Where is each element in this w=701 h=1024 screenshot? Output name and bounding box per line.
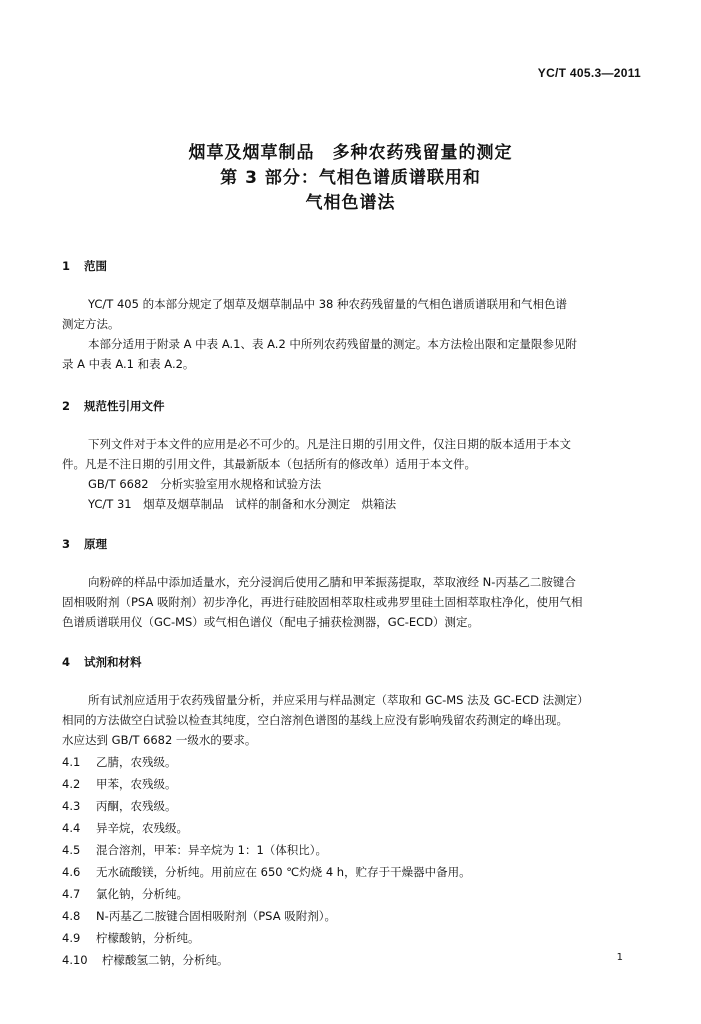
principle-line-1: 向粉碎的样品中添加适量水，充分浸润后使用乙腈和甲苯振荡提取，萃取液经 N-丙基乙二胺键合 [88, 575, 576, 589]
reagent-item [62, 840, 327, 860]
title-line-2: 第 3 部分：气相色谱质谱联用和 [220, 168, 481, 188]
item-number: 4.6 [62, 865, 81, 879]
section-heading-normative-references [62, 398, 165, 414]
section-title: 原理 [84, 537, 107, 551]
section-title: 试剂和材料 [84, 655, 142, 669]
reference-gbt-6682: GB/T 6682 分析实验室用水规格和试验方法 [88, 477, 322, 491]
principle-line-2: 固相吸附剂（PSA 吸附剂）初步净化，再进行硅胶固相萃取柱或弗罗里硅土固相萃取柱净化，使用气相 [62, 595, 583, 609]
reagent-item [62, 752, 177, 772]
reagent-item [62, 818, 188, 838]
item-text: 乙腈，农残级。 [96, 755, 177, 769]
item-number: 4.5 [62, 843, 81, 857]
section-heading-reagents [62, 654, 142, 670]
scope-paragraph-1-line-1: YC/T 405 的本部分规定了烟草及烟草制品中 38 种农药残留量的气相色谱质谱联用和气相色谱 [88, 297, 568, 311]
section-title: 范围 [84, 259, 107, 273]
reagent-item [62, 774, 177, 794]
section-heading-principle [62, 536, 107, 552]
item-text: N-丙基乙二胺键合固相吸附剂（PSA 吸附剂）。 [96, 909, 336, 923]
item-number: 4.2 [62, 777, 81, 791]
reagent-item [62, 928, 200, 948]
item-text: 甲苯，农残级。 [96, 777, 177, 791]
item-text: 无水硫酸镁，分析纯。用前应在 650 ℃灼烧 4 h，贮存于干燥器中备用。 [96, 865, 471, 879]
reagent-item [62, 950, 229, 970]
principle-line-3: 色谱质谱联用仪（GC-MS）或气相色谱仪（配电子捕获检测器，GC-ECD）测定。 [62, 615, 480, 629]
standard-code: YC/T 405.3—2011 [537, 66, 641, 80]
item-number: 4.4 [62, 821, 81, 835]
item-number: 4.3 [62, 799, 81, 813]
item-text: 柠檬酸钠，分析纯。 [96, 931, 200, 945]
section-number: 4 [62, 655, 71, 669]
section-number: 1 [62, 259, 71, 273]
item-number: 4.1 [62, 755, 81, 769]
title-line-3: 气相色谱法 [305, 193, 396, 213]
scope-paragraph-2-line-1: 本部分适用于附录 A 中表 A.1、表 A.2 中所列农药残留量的测定。本方法检出限和定量限参见附 [88, 337, 577, 351]
item-text: 柠檬酸氢二钠，分析纯。 [102, 953, 229, 967]
section-title: 规范性引用文件 [84, 399, 165, 413]
section-number: 2 [62, 399, 71, 413]
section-number: 3 [62, 537, 71, 551]
item-number: 4.10 [62, 953, 88, 967]
item-text: 氯化钠，分析纯。 [96, 887, 188, 901]
refs-paragraph-line-1: 下列文件对于本文件的应用是必不可少的。凡是注日期的引用文件，仅注日期的版本适用于本文 [88, 437, 571, 451]
refs-paragraph-line-2: 件。凡是不注日期的引用文件，其最新版本（包括所有的修改单）适用于本文件。 [62, 457, 476, 471]
reagents-line-1: 所有试剂应适用于农药残留量分析，并应采用与样品测定（萃取和 GC-MS 法及 GC-ECD 法测定） [88, 693, 589, 707]
item-number: 4.8 [62, 909, 81, 923]
reagent-item [62, 862, 471, 882]
reference-yct-31: YC/T 31 烟草及烟草制品 试样的制备和水分测定 烘箱法 [88, 497, 397, 511]
section-heading-scope [62, 258, 107, 274]
item-text: 混合溶剂，甲苯：异辛烷为 1：1（体积比）。 [96, 843, 328, 857]
reagent-item [62, 906, 336, 926]
reagent-item [62, 884, 188, 904]
reagent-item [62, 796, 177, 816]
item-text: 丙酮，农残级。 [96, 799, 177, 813]
reagents-line-3: 水应达到 GB/T 6682 一级水的要求。 [62, 733, 257, 747]
item-number: 4.7 [62, 887, 81, 901]
item-text: 异辛烷，农残级。 [96, 821, 188, 835]
scope-paragraph-2-line-2: 录 A 中表 A.1 和表 A.2。 [62, 357, 195, 371]
item-number: 4.9 [62, 931, 81, 945]
title-line-1: 烟草及烟草制品 多种农药残留量的测定 [188, 143, 513, 163]
scope-paragraph-1-line-2: 测定方法。 [62, 317, 120, 331]
reagents-line-2: 相同的方法做空白试验以检查其纯度，空白溶剂色谱图的基线上应没有影响残留农药测定的峰出现。 [62, 713, 568, 727]
page-number: 1 [616, 952, 623, 963]
